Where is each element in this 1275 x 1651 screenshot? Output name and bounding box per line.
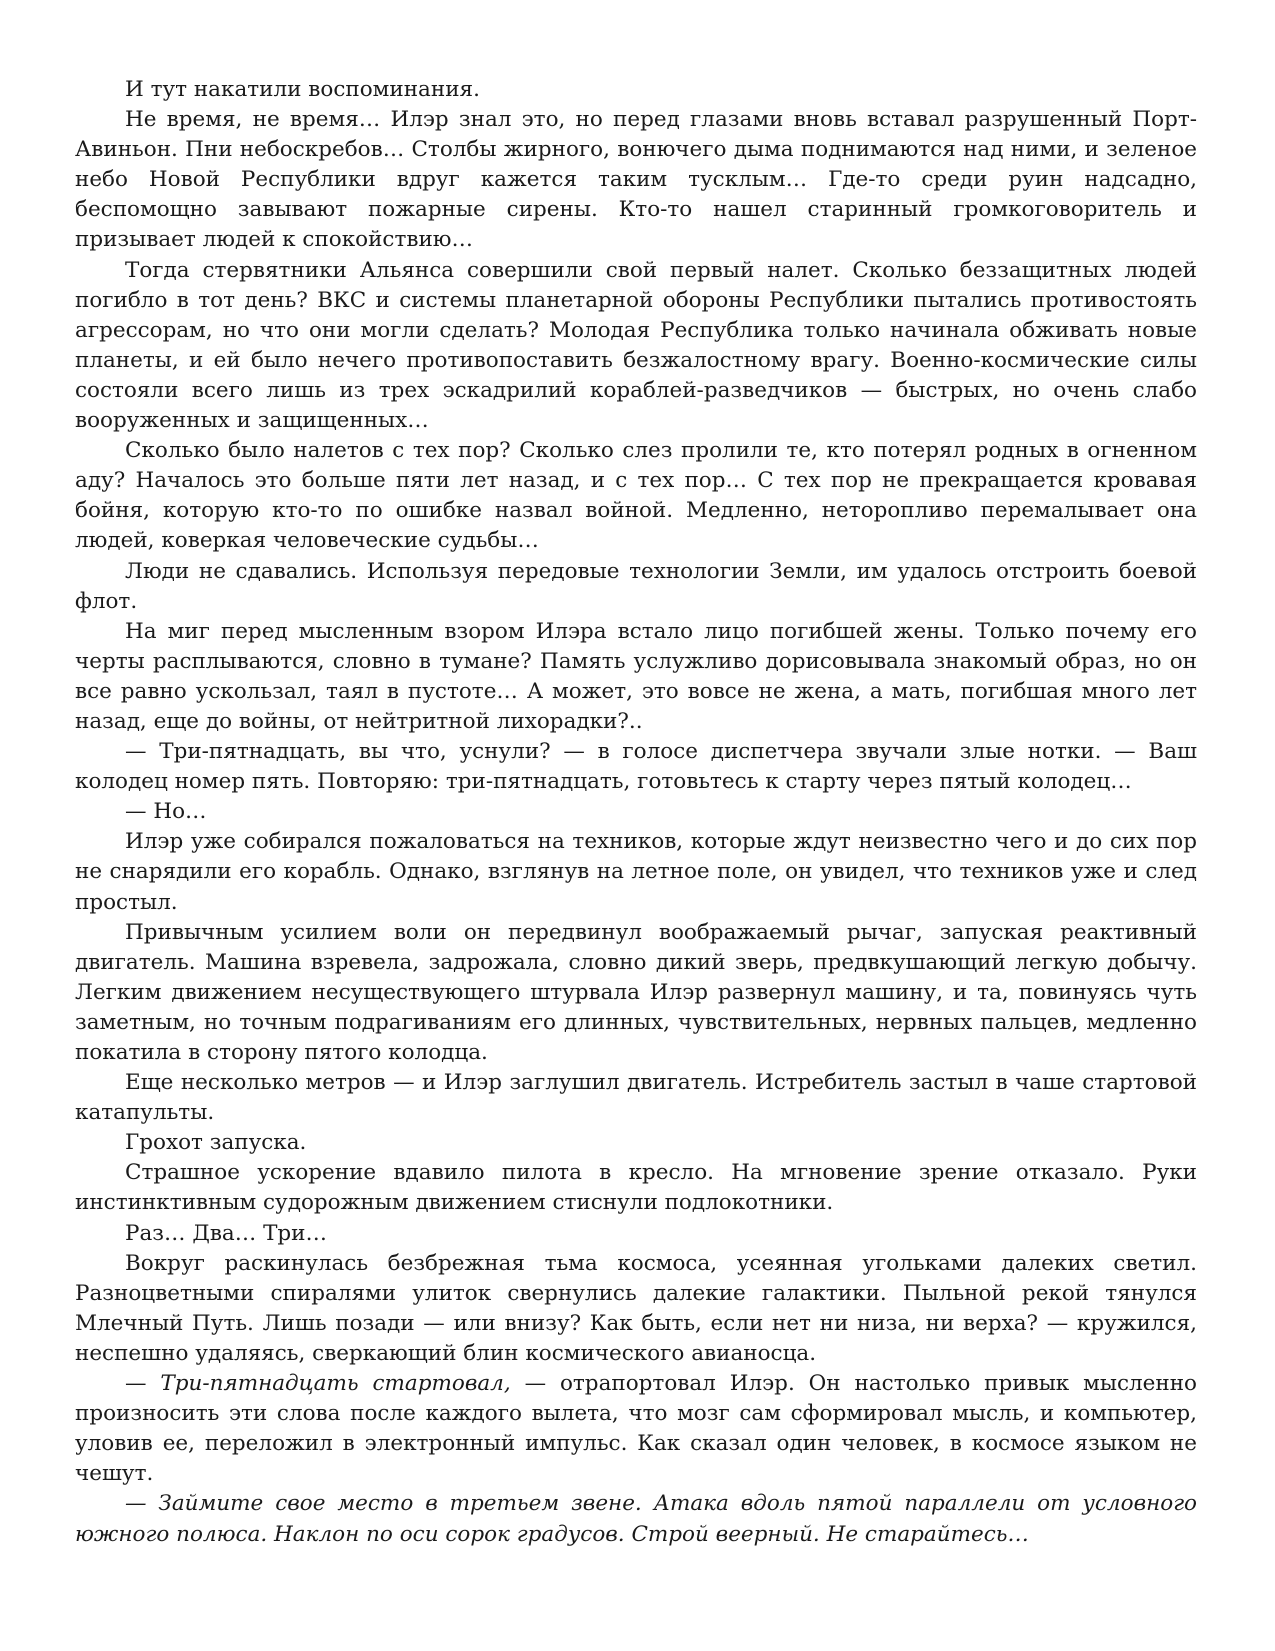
paragraph: Люди не сдавались. Используя передовые технологии Земли, им удалось отстроить боевой флот. [75, 558, 1197, 614]
italic-speech: Три-пятнадцать стартовал, [160, 1371, 511, 1397]
paragraph: — Три-пятнадцать, вы что, уснули? — в голосе диспетчера звучали злые нотки. — Ваш колодец номер пять. Повторяю: три-пятнадцать, готовьтесь к старту через пятый колодец… [75, 739, 1197, 795]
paragraph: Раз… Два… Три… [125, 1220, 328, 1246]
paragraph-italic [75, 1489, 1197, 1549]
paragraph: Сколько было налетов с тех пор? Сколько слез пролили те, кто потерял родных в огненном аду? Началось это больше пяти лет назад, и с тех пор… С тех пор не прекращается кровавая бойня, которую кто-то по ошибке назвал войной. Медленно, неторопливо перемалывает она людей, коверкая человеческие судьбы… [75, 438, 1197, 554]
paragraph: Привычным усилием воли он передвинул воображаемый рычаг, запуская реактивный двигатель. Машина взревела, задрожала, словно дикий зверь, предвкушающий легкую добычу. Легким движением несуществующего штурвала Илэр развернул машину, и та, повинуясь чуть заметным, но точным подрагиваниям его длинных, чувствительных, нервных пальцев, медленно покатила в сторону пятого колодца. [75, 919, 1197, 1065]
paragraph-rest: — отрапортовал Илэр. Он настолько привык мысленно произносить эти слова после каждого вылета, что мозг сам сформировал мысль, и компьютер, уловив ее, переложил в электронный импульс. Как сказал один человек, в космосе языком не чешут. [75, 1371, 1197, 1487]
paragraph: — Но… [125, 799, 207, 825]
paragraph-mixed [75, 1369, 1197, 1489]
paragraph: На миг перед мысленным взором Илэра встало лицо погибшей жены. Только почему его черты расплываются, словно в тумане? Память услужливо дорисовывала знакомый образ, но он все равно ускользал, таял в пустоте… А может, это вовсе не жена, а мать, погибшая много лет назад, еще до войны, от нейтритной лихорадки?.. [75, 618, 1197, 734]
italic-speech: — Займите свое место в третьем звене. Атака вдоль пятой параллели от условного южного полюса. Наклон по оси сорок градусов. Строй веерный. Не старайтесь… [75, 1491, 1197, 1547]
paragraph: Грохот запуска. [125, 1130, 307, 1156]
paragraph: Страшное ускорение вдавило пилота в кресло. На мгновение зрение отказало. Руки инстинктивным судорожным движением стиснули подлокотники. [75, 1160, 1197, 1216]
paragraph: Илэр уже собирался пожаловаться на техников, которые ждут неизвестно чего и до сих пор не снарядили его корабль. Однако, взглянув на летное поле, он увидел, что техников уже и след простыл. [75, 829, 1197, 915]
paragraph: Вокруг раскинулась безбрежная тьма космоса, усеянная угольками далеких светил. Разноцветными спиралями улиток свернулись далекие галактики. Пыльной рекой тянулся Млечный Путь. Лишь позади — или внизу? Как быть, если нет ни низа, ни верха? — кружился, неспешно удаляясь, сверкающий блин космического авианосца. [75, 1250, 1197, 1366]
paragraph: Не время, не время… Илэр знал это, но перед глазами вновь вставал разрушенный Порт-Авиньон. Пни небоскребов… Столбы жирного, вонючего дыма поднимаются над ними, и зеленое небо Новой Республики вдруг кажется таким тусклым… Где-то среди руин надсадно, беспомощно завывают пожарные сирены. Кто-то нашел старинный громкоговоритель и призывает людей к спокойствию… [75, 107, 1197, 253]
paragraph: Еще несколько метров — и Илэр заглушил двигатель. Истребитель застыл в чаше стартовой катапульты. [75, 1070, 1197, 1126]
paragraph: Тогда стервятники Альянса совершили свой первый налет. Сколько беззащитных людей погибло в тот день? ВКС и системы планетарной обороны Республики пытались противостоять агрессорам, но что они могли сделать? Молодая Республика только начинала обживать новые планеты, и ей было нечего противопоставить безжалостному врагу. Военно-космические силы состояли всего лишь из трех эскадрилий кораблей-разведчиков — быстрых, но очень слабо вооруженных и защищенных… [75, 257, 1197, 434]
paragraph: И тут накатили воспоминания. [125, 77, 480, 102]
dialogue-dash: — [125, 1371, 161, 1397]
body-text [75, 75, 1197, 1550]
